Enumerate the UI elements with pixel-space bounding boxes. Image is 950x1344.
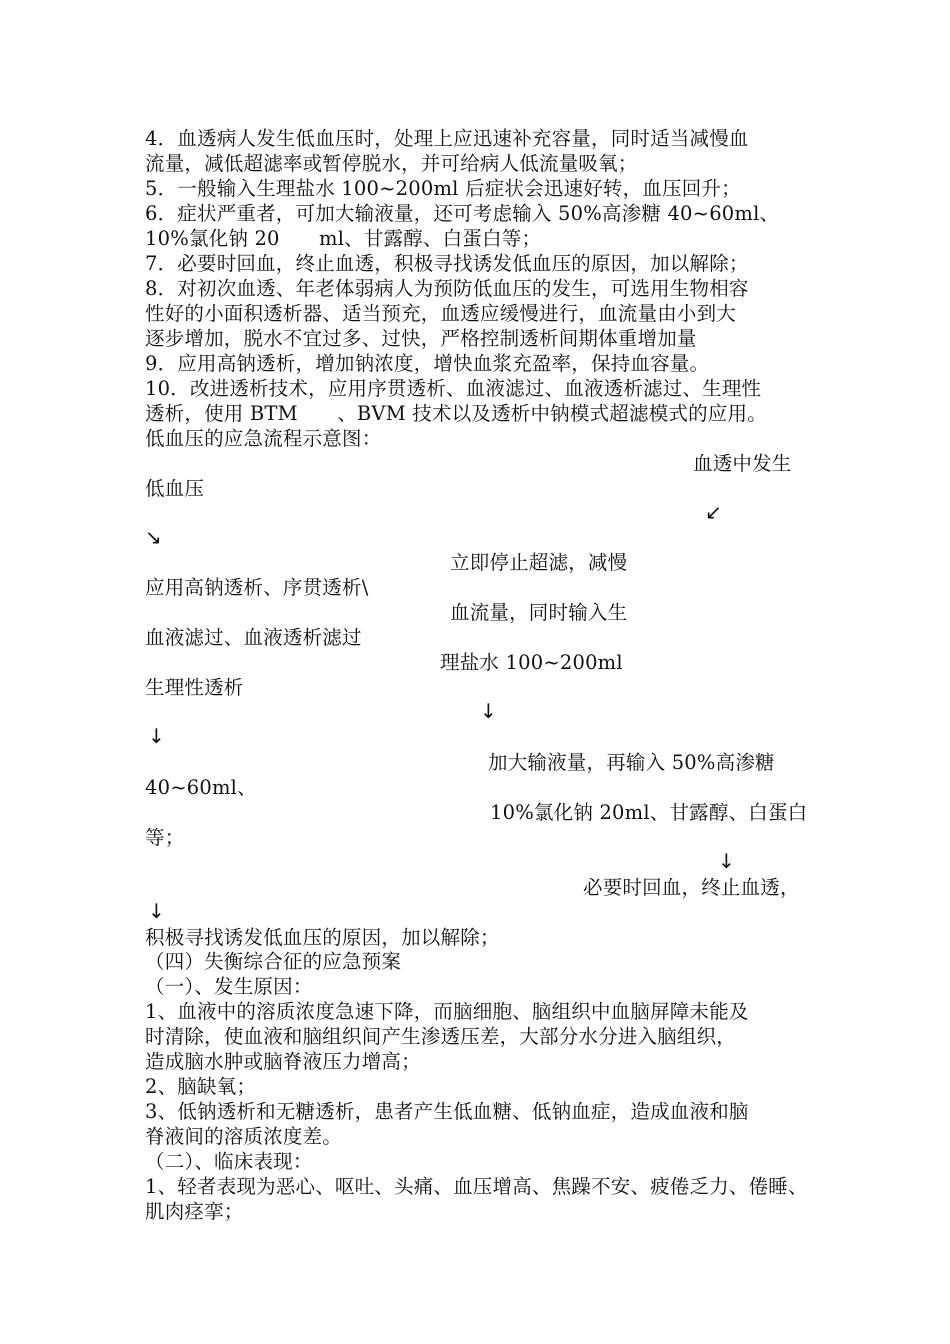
text-line: 8．对初次血透、年老体弱病人为预防低血压的发生，可选用生物相容 xyxy=(145,277,749,300)
section-heading: （四）失衡综合征的应急预案 xyxy=(145,950,402,973)
subsection-heading: （二）、临床表现： xyxy=(145,1150,313,1173)
text-line: 1、血液中的溶质浓度急速下降，而脑细胞、脑组织中血脑屏障未能及 xyxy=(145,1000,749,1023)
text-line: 4．血透病人发生低血压时，处理上应迅速补充容量，同时适当减慢血 xyxy=(145,127,749,150)
flow-step-left: 生理性透析 xyxy=(145,676,244,699)
flow-step-left: 积极寻找诱发低血压的原因，加以解除； xyxy=(145,926,500,949)
text-line: 2、脑缺氧； xyxy=(145,1075,257,1098)
text-line: 3、低钠透析和无糖透析，患者产生低血糖、低钠血症，造成血液和脑 xyxy=(145,1100,749,1123)
text-line: 逐步增加，脱水不宜过多、过快，严格控制透析间期体重增加量 xyxy=(145,327,697,350)
flow-step-left: 等； xyxy=(145,826,185,849)
text-line: 6．症状严重者，可加大输液量，还可考虑输入 50%高渗糖 40~60ml、 xyxy=(145,202,780,225)
text-line: 1、轻者表现为恶心、呕吐、头痛、血压增高、焦躁不安、疲倦乏力、倦睡、 xyxy=(145,1175,808,1198)
text-line: 7．必要时回血，终止血透，积极寻找诱发低血压的原因，加以解除； xyxy=(145,252,749,275)
flow-step-center: 10%氯化钠 20ml、甘露醇、白蛋白 xyxy=(490,801,808,824)
arrow-down-icon: ↓ xyxy=(148,724,165,748)
text-line: 9．应用高钠透析，增加钠浓度，增快血浆充盈率，保持血容量。 xyxy=(145,352,710,375)
flow-start-text-cont: 低血压 xyxy=(145,477,205,500)
text-line: 5．一般输入生理盐水 100~200ml 后症状会迅速好转，血压回升； xyxy=(145,177,741,200)
flow-step-left: 应用高钠透析、序贯透析\ xyxy=(145,576,369,599)
flow-step-center: 血流量，同时输入生 xyxy=(450,601,628,624)
text-line: 10．改进透析技术，应用序贯透析、血液滤过、血液透析滤过、生理性 xyxy=(145,377,762,400)
text-line: 时清除，使血液和脑组织间产生渗透压差，大部分水分进入脑组织， xyxy=(145,1025,737,1048)
text-line: 造成脑水肿或脑脊液压力增高； xyxy=(145,1050,421,1073)
text-line: 流量，减低超滤率或暂停脱水，并可给病人低流量吸氧； xyxy=(145,152,638,175)
flow-step-center: 理盐水 100~200ml xyxy=(440,651,623,674)
flow-step-right: 必要时回血，终止血透， xyxy=(583,876,800,899)
flow-step-center: 加大输液量，再输入 50%高渗糖 xyxy=(488,751,775,774)
text-line: 肌肉痉挛； xyxy=(145,1200,244,1223)
flow-step-left: 血液滤过、血液透析滤过 xyxy=(145,626,362,649)
text-line: 10%氯化钠 20 ml、甘露醇、白蛋白等； xyxy=(145,227,542,250)
arrow-down-right-icon: ↘ xyxy=(145,525,162,549)
text-line: 透析，使用 BTM 、BVM 技术以及透析中钠模式超滤模式的应用。 xyxy=(145,402,767,425)
text-line: 低血压的应急流程示意图： xyxy=(145,427,382,450)
arrow-down-left-icon: ↙ xyxy=(705,500,722,524)
arrow-down-icon: ↓ xyxy=(148,899,165,923)
flow-step-center: 立即停止超滤，减慢 xyxy=(450,551,628,574)
text-line: 性好的小面积透析器、适当预充，血透应缓慢进行，血流量由小到大 xyxy=(145,302,737,325)
flow-start-text: 血透中发生 xyxy=(693,452,792,475)
text-line: 脊液间的溶质浓度差。 xyxy=(145,1125,343,1148)
arrow-down-icon: ↓ xyxy=(718,849,735,873)
subsection-heading: （一）、发生原因： xyxy=(145,975,313,998)
flow-step-left: 40~60ml、 xyxy=(145,776,257,799)
arrow-down-icon: ↓ xyxy=(480,699,497,723)
